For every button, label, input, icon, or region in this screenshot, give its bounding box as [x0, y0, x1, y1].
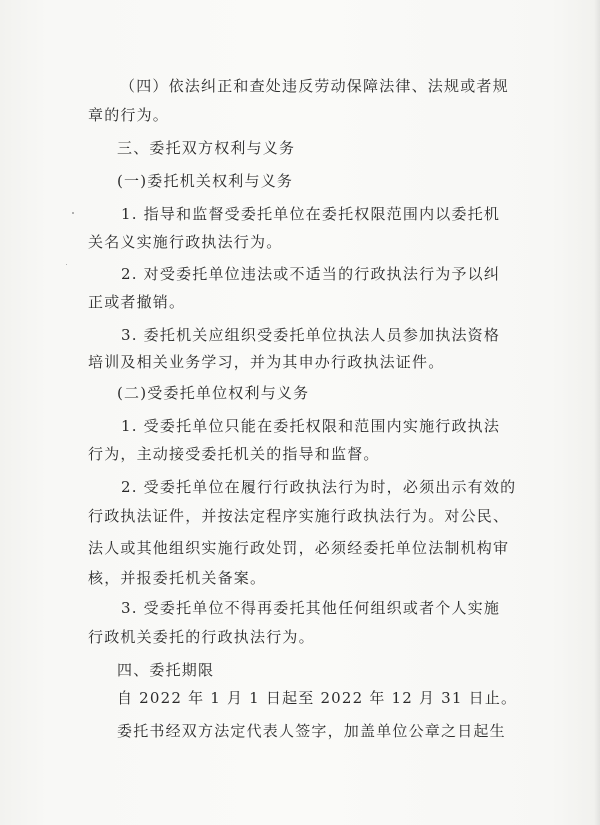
paragraph-line: 2. 对受委托单位违法或不适当的行政执法行为予以纠: [121, 265, 501, 283]
paragraph-line: 正或者撤销。: [88, 293, 186, 311]
paragraph-line: 行政执法证件，并按法定程序实施行政执法行为。对公民、: [88, 507, 510, 525]
paragraph-line: 委托书经双方法定代表人签字，加盖单位公章之日起生: [117, 722, 506, 740]
section-heading: 三、委托双方权利与义务: [117, 139, 296, 157]
paragraph-line: 3. 委托机关应组织受委托单位执法人员参加执法资格: [121, 326, 501, 344]
paragraph-line: 行政机关委托的行政执法行为。: [88, 628, 315, 646]
paragraph-line: 行为，主动接受委托机关的指导和监督。: [88, 445, 380, 463]
paragraph-line: 章的行为。: [88, 106, 170, 124]
paragraph-line: 关名义实施行政执法行为。: [88, 233, 283, 251]
paragraph-line: 培训及相关业务学习，并为其申办行政执法证件。: [88, 353, 445, 371]
paragraph-line: 法人或其他组织实施行政处罚，必须经委托单位法制机构审: [88, 539, 510, 557]
paragraph-line: 1. 受委托单位只能在委托权限和范围内实施行政执法: [121, 417, 501, 435]
subsection-heading: (二)受委托单位权利与义务: [117, 384, 310, 402]
paragraph-line: 核，并报委托机关备案。: [88, 569, 267, 587]
scan-speck: [66, 264, 67, 265]
paragraph-line: 自 2022 年 1 月 1 日起至 2022 年 12 月 31 日止。: [117, 689, 518, 707]
paragraph-line: 1. 指导和监督受委托单位在委托权限范围内以委托机: [121, 205, 501, 223]
scan-speck: [72, 212, 74, 214]
paragraph-line: 3. 受委托单位不得再委托其他任何组织或者个人实施: [121, 599, 501, 617]
section-heading: 四、委托期限: [117, 661, 215, 679]
paragraph-line: 2. 受委托单位在履行行政执法行为时，必须出示有效的: [121, 478, 517, 496]
paragraph-line: （四）依法纠正和查处违反劳动保障法律、法规或者规: [120, 77, 509, 95]
page-edge-shadow: [594, 0, 600, 825]
subsection-heading: (一)委托机关权利与义务: [117, 172, 294, 190]
